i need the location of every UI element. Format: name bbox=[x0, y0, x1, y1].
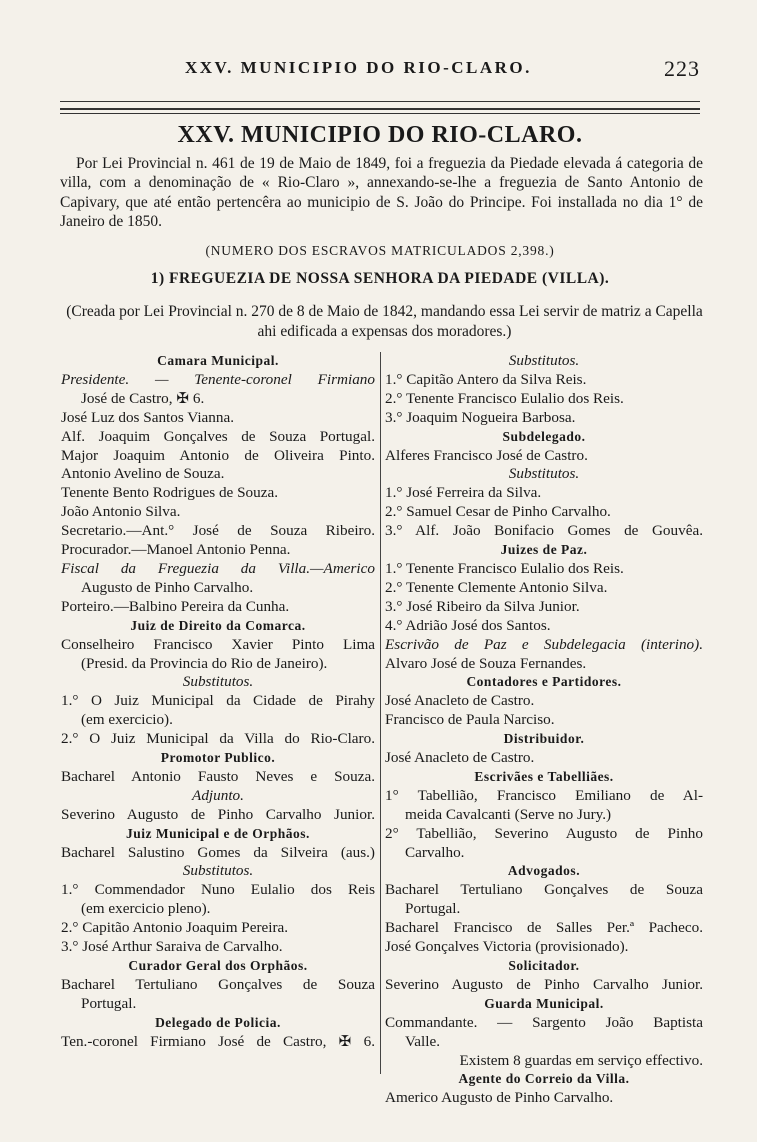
entry-line: Bacharel Antonio Fausto Neves e Souza. bbox=[61, 767, 375, 785]
entry-line: José Anacleto de Castro. bbox=[385, 749, 535, 767]
heading-delegado-policia: Delegado de Policia. bbox=[155, 1014, 281, 1030]
escravos-count: (NUMERO DOS ESCRAVOS MATRICULADOS 2,398.) bbox=[205, 243, 555, 258]
entry-line: Antonio Avelino de Souza. bbox=[61, 465, 225, 483]
subheading-substitutos: Substitutos. bbox=[182, 673, 254, 691]
heading-escrivaes: Escrivães e Tabelliães. bbox=[474, 768, 614, 784]
entry-line: 1° Tabellião, Francisco Emiliano de Al- bbox=[385, 786, 703, 804]
entry-porteiro: Porteiro.—Balbino Pereira da Cunha. bbox=[61, 597, 290, 615]
entry-line: 3.° José Ribeiro da Silva Junior. bbox=[385, 597, 580, 615]
entry-line: 1.° O Juiz Municipal da Cidade de Pirahy bbox=[61, 692, 375, 710]
entry-line-cont: (Presid. da Provincia do Rio de Janeiro). bbox=[81, 654, 328, 672]
entry-line: Alf. Joaquim Gonçalves de Souza Portugal. bbox=[61, 427, 375, 445]
running-header-title: XXV. MUNICIPIO DO RIO-CLARO. bbox=[185, 58, 532, 77]
left-column bbox=[61, 352, 375, 1052]
subheading-adjunto: Adjunto. bbox=[192, 786, 244, 804]
entry-line: 2.° Tenente Clemente Antonio Silva. bbox=[385, 578, 608, 596]
entry-line-cont: meida Cavalcanti (Serve no Jury.) bbox=[405, 805, 612, 823]
entry-line: Bacharel Tertuliano Gonçalves de Souza bbox=[61, 975, 375, 993]
page-number: 223 bbox=[664, 56, 700, 81]
entry-line: 1.° Capitão Antero da Silva Reis. bbox=[385, 370, 587, 388]
heading-guarda-municipal: Guarda Municipal. bbox=[484, 995, 604, 1011]
entry-line: Severino Augusto de Pinho Carvalho Junior. bbox=[61, 805, 375, 823]
entry-line: 4.° Adrião José dos Santos. bbox=[385, 616, 551, 634]
subheading-substitutos: Substitutos. bbox=[508, 352, 580, 369]
entry-line: Alvaro José de Souza Fernandes. bbox=[385, 654, 587, 672]
entry-procurador: Procurador.—Manoel Antonio Penna. bbox=[61, 541, 291, 559]
entry-line: 1.° José Ferreira da Silva. bbox=[385, 484, 542, 502]
entry-line: José Gonçalves Victoria (provisionado). bbox=[385, 938, 629, 956]
entry-line: 2° Tabellião, Severino Augusto de Pinho bbox=[385, 824, 703, 842]
entry-line: Bacharel Tertuliano Gonçalves de Souza bbox=[385, 881, 703, 899]
right-column bbox=[385, 352, 703, 1108]
subheading-substitutos: Substitutos. bbox=[508, 465, 580, 483]
heading-subdelegado: Subdelegado. bbox=[502, 428, 586, 444]
entry-line: Alferes Francisco José de Castro. bbox=[385, 446, 588, 464]
entry-line-cont: Portugal. bbox=[81, 994, 137, 1012]
header-rule-middle bbox=[60, 108, 700, 110]
entry-line: José Luz dos Santos Vianna. bbox=[61, 408, 235, 426]
entry-line: Commandante. — Sargento João Baptista bbox=[385, 1013, 703, 1031]
entry-line: Major Joaquim Antonio de Oliveira Pinto. bbox=[61, 446, 375, 464]
heading-promotor-publico: Promotor Publico. bbox=[160, 750, 276, 766]
entry-line: 3.° Joaquim Nogueira Barbosa. bbox=[385, 408, 576, 426]
heading-camara-municipal: Camara Municipal. bbox=[157, 353, 279, 368]
entry-escrivao-paz: Escrivão de Paz e Subdelegacia (interino). bbox=[385, 635, 703, 653]
entry-line: 2.° O Juiz Municipal da Villa do Rio-Claro. bbox=[61, 730, 375, 748]
intro-paragraph: Por Lei Provincial n. 461 de 19 de Maio de 1849, foi a freguezia da Piedade elevada á categoria de villa, com a denominação de « Rio-Claro », annexando-se-lhe a freguezia de Santo Antonio de Capivary, que até então pertencêra ao municipio de S. João do Principe. Foi installada no dia 1° de Janeiro de 1850. bbox=[60, 155, 703, 231]
entry-line-cont: Valle. bbox=[405, 1032, 441, 1050]
entry-line: José Anacleto de Castro. bbox=[385, 692, 535, 710]
freguezia-heading: 1) FREGUEZIA DE NOSSA SENHORA DA PIEDADE (VILLA). bbox=[150, 270, 610, 287]
entry-fiscal-cont: Augusto de Pinho Carvalho. bbox=[81, 578, 254, 596]
entry-line: Ten.-coronel Firmiano José de Castro, ✠ 6. bbox=[61, 1032, 375, 1050]
entry-line-cont: Portugal. bbox=[405, 900, 461, 918]
entry-fiscal: Fiscal da Freguezia da Villa.—Americo bbox=[61, 559, 375, 577]
heading-solicitador: Solicitador. bbox=[508, 958, 580, 973]
entry-line: 3.° José Arthur Saraiva de Carvalho. bbox=[61, 938, 283, 956]
entry-line: Francisco de Paula Narciso. bbox=[385, 711, 555, 729]
entry-presidente: Presidente. — Tenente-coronel Firmiano bbox=[61, 370, 375, 388]
entry-line: Existem 8 guardas em serviço effectivo. bbox=[459, 1051, 703, 1069]
section-title: XXV. MUNICIPIO DO RIO-CLARO. bbox=[177, 122, 583, 148]
creada-note: (Creada por Lei Provincial n. 270 de 8 de Maio de 1842, mandando essa Lei servir de matriz a Capella ahi edificada a expensas dos moradores.) bbox=[66, 303, 703, 340]
header-rule-top bbox=[60, 101, 700, 102]
entry-line: 1.° Tenente Francisco Eulalio dos Reis. bbox=[385, 559, 624, 577]
entry-line: Bacharel Salustino Gomes da Silveira (aus.) bbox=[61, 843, 375, 861]
entry-line: João Antonio Silva. bbox=[61, 503, 181, 521]
entry-secretario: Secretario.—Ant.° José de Souza Ribeiro. bbox=[61, 522, 375, 540]
entry-line: 1.° Commendador Nuno Eulalio dos Reis bbox=[61, 881, 375, 899]
entry-line: Tenente Bento Rodrigues de Souza. bbox=[61, 484, 278, 502]
heading-juiz-municipal: Juiz Municipal e de Orphãos. bbox=[126, 825, 310, 841]
entry-presidente-cont: José de Castro, ✠ 6. bbox=[81, 389, 205, 407]
entry-line: 2.° Samuel Cesar de Pinho Carvalho. bbox=[385, 503, 611, 521]
entry-line: 2.° Capitão Antonio Joaquim Pereira. bbox=[61, 919, 289, 937]
heading-agente-correio: Agente do Correio da Villa. bbox=[458, 1071, 630, 1087]
heading-juiz-direito: Juiz de Direito da Comarca. bbox=[130, 617, 306, 633]
entry-line: Conselheiro Francisco Xavier Pinto Lima bbox=[61, 635, 375, 653]
header-rule-bottom bbox=[60, 113, 700, 114]
heading-distribuidor: Distribuidor. bbox=[503, 731, 585, 747]
subheading-substitutos: Substitutos. bbox=[182, 862, 254, 880]
heading-curador-geral: Curador Geral dos Orphãos. bbox=[128, 958, 308, 973]
entry-line: Americo Augusto de Pinho Carvalho. bbox=[385, 1089, 614, 1107]
heading-advogados: Advogados. bbox=[507, 863, 581, 879]
heading-contadores: Contadores e Partidores. bbox=[466, 674, 622, 690]
running-header bbox=[60, 58, 700, 84]
entry-line: Severino Augusto de Pinho Carvalho Junior. bbox=[385, 975, 703, 993]
entry-line-cont: (em exercicio). bbox=[81, 711, 173, 729]
column-divider bbox=[380, 352, 381, 1074]
entry-line: 3.° Alf. João Bonifacio Gomes de Gouvêa. bbox=[385, 522, 703, 540]
entry-line-cont: (em exercicio pleno). bbox=[81, 900, 211, 918]
entry-line-cont: Carvalho. bbox=[405, 843, 465, 861]
entry-line: Bacharel Francisco de Salles Per.ª Pacheco. bbox=[385, 919, 703, 937]
heading-juizes-paz: Juizes de Paz. bbox=[500, 542, 588, 558]
entry-line: 2.° Tenente Francisco Eulalio dos Reis. bbox=[385, 389, 624, 407]
